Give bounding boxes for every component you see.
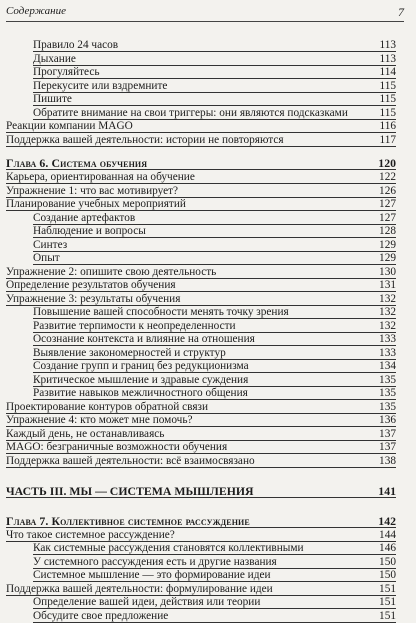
- toc-entry-page: 113: [379, 53, 396, 65]
- toc-entry: [0, 555, 396, 569]
- toc-entry-page: 137: [379, 428, 396, 440]
- toc-entry-page: 115: [379, 80, 396, 92]
- toc-entry-page: 132: [379, 293, 396, 305]
- toc-entry: [0, 427, 396, 441]
- toc-entry: [0, 265, 396, 279]
- toc-entry-title: Прогуляйтесь: [33, 66, 100, 78]
- toc-entry-title: Правило 24 часов: [33, 39, 119, 51]
- toc-entry-page: 120: [378, 156, 396, 170]
- toc-entry: [0, 332, 396, 346]
- toc-chapter-entry: [0, 156, 396, 170]
- toc-entry-title: Обратите внимание на свои триггеры: они являются подсказками: [33, 107, 348, 119]
- toc-entry-page: 133: [379, 333, 396, 345]
- toc-entry: [0, 386, 396, 400]
- toc-entry: [0, 170, 396, 184]
- toc-entry-title: MAGO: безграничные возможности обучения: [6, 441, 228, 453]
- toc-entry-page: 115: [379, 107, 396, 119]
- toc-entry-page: 146: [379, 542, 396, 554]
- toc-entry-title: Поддержка вашей деятельности: формулирование идеи: [6, 583, 273, 595]
- toc-entry-title: Повышение вашей способности менять точку зрения: [33, 306, 289, 318]
- toc-entry: [0, 251, 396, 265]
- toc-entry-page: 151: [379, 596, 396, 608]
- toc-entry: [0, 92, 396, 106]
- toc-entry: [0, 52, 396, 66]
- toc-entry-page: 136: [379, 414, 396, 426]
- toc-entry: [0, 609, 396, 623]
- toc-entry: [0, 292, 396, 306]
- toc-entry-title: Упражнение 1: что вас мотивирует?: [6, 185, 179, 197]
- toc-entry-page: 114: [379, 66, 396, 78]
- toc-entry: [0, 568, 396, 582]
- toc-entry-page: 132: [379, 306, 396, 318]
- toc-entry-page: 127: [379, 212, 396, 224]
- toc-entry-title: Создание артефактов: [33, 212, 136, 224]
- toc-entry: [0, 106, 396, 120]
- entry-underline: [6, 146, 396, 147]
- toc-entry-title: Развитие терпимости к неопределенности: [33, 320, 236, 332]
- toc-entry-page: 150: [379, 569, 396, 581]
- toc-entry: [0, 278, 396, 292]
- toc-entry-title: Как системные рассуждения становятся коллективными: [33, 542, 304, 554]
- toc-entry: [0, 184, 396, 198]
- toc-entry: [0, 119, 396, 133]
- entry-underline: [6, 497, 396, 498]
- toc-entry-title: Планирование учебных мероприятий: [6, 198, 186, 210]
- toc-entry-page: 113: [379, 39, 396, 51]
- toc-entry: [0, 65, 396, 79]
- header-title: Содержание: [6, 5, 67, 17]
- toc-entry-page: 138: [379, 455, 396, 467]
- toc-entry-title: Опыт: [33, 252, 60, 264]
- toc-entry-page: 141: [378, 484, 396, 498]
- toc-entry-title: Поддержка вашей деятельности: истории не повторяются: [6, 134, 284, 146]
- toc-entry-page: 133: [379, 347, 396, 359]
- toc-part-entry: [0, 484, 396, 498]
- toc-entry-page: 127: [379, 198, 396, 210]
- toc-entry-page: 122: [379, 171, 396, 183]
- toc-entry-page: 129: [379, 252, 396, 264]
- toc-entry: [0, 238, 396, 252]
- toc-entry-title: Упражнение 2: опишите свою деятельность: [6, 266, 217, 278]
- toc-entry-page: 137: [379, 441, 396, 453]
- toc-entry-title: Глава 7. Коллективное системное рассуждение: [6, 514, 250, 528]
- toc-entry-page: 126: [379, 185, 396, 197]
- toc-entry-page: 131: [379, 279, 396, 291]
- toc-entry: [0, 595, 396, 609]
- toc-entry-title: У системного рассуждения есть и другие названия: [33, 556, 277, 568]
- toc-entry: [0, 346, 396, 360]
- running-header: [6, 3, 404, 22]
- toc-entry-page: 144: [379, 529, 396, 541]
- toc-entry: [0, 319, 396, 333]
- toc-entry: [0, 541, 396, 555]
- toc-entry-page: 115: [379, 93, 396, 105]
- toc-entry-page: 142: [378, 514, 396, 528]
- toc-entry-title: Упражнение 4: кто может мне помочь?: [6, 414, 193, 426]
- toc-entry-title: Глава 6. Система обучения: [6, 156, 148, 170]
- toc-entry-title: ЧАСТЬ III. МЫ — СИСТЕМА МЫШЛЕНИЯ: [6, 484, 254, 498]
- toc-entry-page: 128: [379, 225, 396, 237]
- toc-entry: [0, 38, 396, 52]
- toc-entry-page: 129: [379, 239, 396, 251]
- toc-entry: [0, 528, 396, 542]
- toc-entry-title: Проектирование контуров обратной связи: [6, 401, 209, 413]
- toc-entry: [0, 582, 396, 596]
- toc-entry-title: Определение вашей идеи, действия или теории: [33, 596, 261, 608]
- toc-entry-page: 116: [379, 120, 396, 132]
- toc-entry: [0, 454, 396, 468]
- header-page-number: 7: [398, 5, 404, 19]
- toc-entry-title: Поддержка вашей деятельности: всё взаимосвязано: [6, 455, 255, 467]
- toc-entry-page: 130: [379, 266, 396, 278]
- toc-entry: [0, 305, 396, 319]
- toc-entry-title: Наблюдение и вопросы: [33, 225, 146, 237]
- entry-underline: [6, 467, 396, 468]
- toc-entry-title: Создание групп и границ без редукционизма: [33, 360, 249, 372]
- toc-entry-page: 151: [379, 583, 396, 595]
- toc-entry-page: 132: [379, 320, 396, 332]
- toc-entry: [0, 440, 396, 454]
- toc-entry: [0, 359, 396, 373]
- toc-entry: [0, 224, 396, 238]
- toc-entry-title: Развитие навыков межличностного общения: [33, 387, 248, 399]
- toc-entry-title: Пишите: [33, 93, 72, 105]
- toc-entry-title: Реакции компании MAGO: [6, 120, 133, 132]
- toc-entry-page: 134: [379, 360, 396, 372]
- toc-entry-page: 135: [379, 387, 396, 399]
- toc-entry-page: 150: [379, 556, 396, 568]
- toc-entry-title: Дыхание: [33, 53, 76, 65]
- toc-entry-title: Определение результатов обучения: [6, 279, 176, 291]
- toc-entry: [0, 133, 396, 147]
- toc-entry-title: Выявление закономерностей и структур: [33, 347, 226, 359]
- toc-entry-title: Синтез: [33, 239, 68, 251]
- toc-entry: [0, 413, 396, 427]
- toc-entry-page: 135: [379, 401, 396, 413]
- toc-entry: [0, 197, 396, 211]
- toc-entry-title: Системное мышление — это формирование идеи: [33, 569, 271, 581]
- toc-entry-title: Критическое мышление и здравые суждения: [33, 374, 249, 386]
- toc-chapter-entry: [0, 514, 396, 528]
- toc-entry-title: Осознание контекста и влияние на отношения: [33, 333, 255, 345]
- toc-entry-title: Каждый день, не останавливаясь: [6, 428, 165, 440]
- toc-entry: [0, 373, 396, 387]
- toc-entry-page: 135: [379, 374, 396, 386]
- toc-entry-title: Карьера, ориентированная на обучение: [6, 171, 195, 183]
- toc-entry: [0, 400, 396, 414]
- toc-entry-title: Обсудите свое предложение: [33, 610, 169, 622]
- toc-entry-title: Упражнение 3: результаты обучения: [6, 293, 181, 305]
- toc-entry: [0, 79, 396, 93]
- toc-entry-title: Перекусите или вздремните: [33, 80, 168, 92]
- toc-entry-page: 151: [379, 610, 396, 622]
- toc-entry: [0, 211, 396, 225]
- toc-entry-title: Что такое системное рассуждение?: [6, 529, 175, 541]
- toc-entry-page: 117: [379, 134, 396, 146]
